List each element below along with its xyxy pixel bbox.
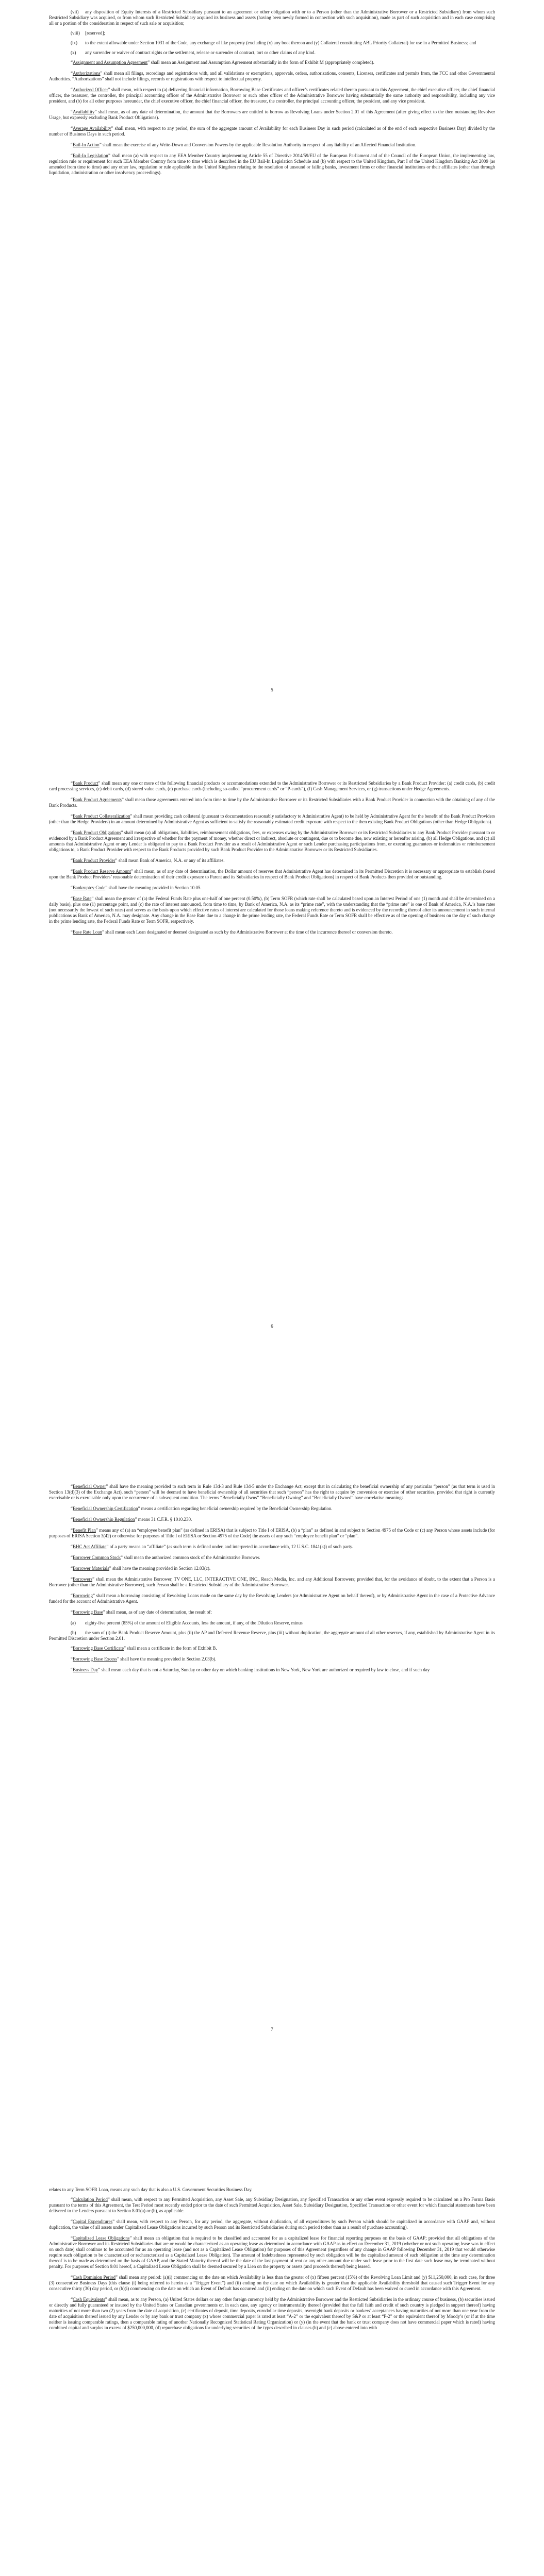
list-item: (vii) any disposition of Equity Interests of a Restricted Subsidiary pursuant to an agreement or other obligation with or to a Person (other than the Administrative Borrower or a Restricted Subsidiary) from whom such Restricted Subsidiary was acquired, or from whom such Restricted Subsidiary acquired its business and assets (having been newly formed in connection with such acquisition), made as part of such acquisition and in each case comprising all or a portion of the consideration in respect of such sale or acquisition; <box>49 9 495 26</box>
list-item: (viii) [reserved]; <box>71 30 105 36</box>
defined-term: Authorized Officer <box>73 87 108 92</box>
defined-term: Bankruptcy Code <box>73 885 106 890</box>
definition: “Average Availability” shall mean, with respect to any period, the sum of the aggregate amount of Availability for each Business Day in such period (calculated as of the end of each respective Business Day) divided by the number of Business Days in such period. <box>49 126 495 137</box>
list-item: (x) any surrender or waiver of contract rights or the settlement, release or surrender of contract, tort or other claims of any kind. <box>71 50 316 55</box>
defined-term: Borrowers <box>73 1577 92 1582</box>
defined-term: Bank Product Agreements <box>73 797 122 802</box>
definition: “Borrower Materials” shall have the meaning provided in Section 12.03(c). <box>71 1566 211 1571</box>
definition: “Calculation Period” shall mean, with respect to any Permitted Acquisition, any Asset Sale, any Subsidiary Designation, any Specified Transaction or any other event expressly required to be calculated on a Pro Forma Basis pursuant to the terms of this Agreement, the Test Period most recently ended prior to the date of such Permitted Acquisition, Asset Sale, Subsidiary Designation, Specified Transaction or other event for which financial statements have been delivered to the Lenders pursuant to Section 8.01(a) or (b), as applicable. <box>49 2197 495 2213</box>
defined-term: Borrower Materials <box>73 1566 109 1571</box>
definition: “Borrowing Base Certificate” shall mean a certificate in the form of Exhibit B. <box>71 1646 217 1651</box>
defined-term: Assignment and Assumption Agreement <box>73 60 148 65</box>
definition: “Borrowing Base Excess” shall have the meaning provided in Section 2.03(b). <box>71 1656 217 1662</box>
defined-term: Authorizations <box>73 71 101 76</box>
defined-term: Bank Product Collateralization <box>73 814 130 819</box>
defined-term: Borrowing Base Certificate <box>73 1646 124 1651</box>
list-item: (b) the sum of (i) the Bank Product Reserve Amount, plus (ii) the AP and Deferred Revenue Reserve, plus (iii) without duplication, the aggregate amount of all other reserves, if any, established by Administrative Agent in its Permitted Discretion under Section 2.01. <box>49 1630 495 1641</box>
definition: “Bail-In Action” shall mean the exercise of any Write-Down and Conversion Powers by the applicable Resolution Authority in respect of any liability of an Affected Financial Institution. <box>71 142 417 147</box>
defined-term: Capital Expenditures <box>73 2219 113 2224</box>
definition: “Bank Product Provider” shall mean Bank of America, N.A. or any of its affiliates. <box>71 858 225 863</box>
definition: “Base Rate” shall mean the greater of (a) the Federal Funds Rate plus one-half of one percent (0.50%), (b) Term SOFR (which rate shall be calculated based upon an Interest Period of one (1) month and shall be determined on a daily basis), plus one (1) percentage point, and (c) the rate of interest announced, from time to time, by Bank of America, N.A. as its “prime rate”, with the understanding that the “prime rate” is one of Bank of America, N.A.’s base rates (not necessarily the lowest of such rates) and serves as the basis upon which effective rates of interest are calculated for those loans making reference thereto and is evidenced by the recording thereof after its announcement in such internal publications as Bank of America, N.A. may designate. Any change in the Base Rate due to a change in the prime lending rate, the Federal Funds Rate or Term SOFR shall be effective as of the opening of business on the day of such change in the prime lending rate, the Federal Funds Rate or Term SOFR, respectively. <box>49 896 495 924</box>
page-8 <box>0 2110 544 2576</box>
definition: “Borrowing” shall mean a borrowing consisting of Revolving Loans made on the same day by the Revolving Lenders (or Administrative Agent on behalf thereof), or by Administrative Agent in the case of a Protective Advance funded for the account of Administrative Agent. <box>49 1593 496 1604</box>
list-item: (a) eighty-five percent (85%) of the amount of Eligible Accounts, less the amount, if any, of the Dilution Reserve, minus <box>71 1620 303 1625</box>
definition: “Assignment and Assumption Agreement” shall mean an Assignment and Assumption Agreement substantially in the form of Exhibit M (appropriately completed). <box>71 60 374 65</box>
page-7 <box>0 1406 544 2110</box>
page-number: 5 <box>271 687 273 692</box>
defined-term: Bail-In Legislation <box>73 153 108 158</box>
defined-term: Bank Product Reserve Amount <box>73 869 131 874</box>
definition: “Bank Product” shall mean any one or more of the following financial products or accommodations extended to the Administrative Borrower or its Restricted Subsidiaries by a Bank Product Provider: (a) credit cards, (b) credit card processing services, (c) debit cards, (d) stored value cards, (e) purchase cards (including so-called “procurement cards” or “P-cards”), (f) Cash Management Services, or (g) transactions under Hedge Agreements. <box>49 781 496 791</box>
definition: “Bank Product Collateralization” shall mean providing cash collateral (pursuant to documentation reasonably satisfactory to Administrative Agent) to be held by Administrative Agent for the benefit of the Bank Product Providers (other than the Hedge Providers) in an amount determined by Administrative Agent as sufficient to satisfy the reasonably estimated credit exposure with respect to the then existing Bank Product Obligations (other than Hedge Obligations). <box>49 814 495 824</box>
defined-term: Average Availability <box>73 126 111 131</box>
defined-term: Beneficial Ownership Regulation <box>73 1517 135 1522</box>
defined-term: Capitalized Lease Obligations <box>73 2235 130 2241</box>
defined-term: Bank Product Obligations <box>73 830 121 835</box>
defined-term: Borrowing Base Excess <box>73 1656 117 1662</box>
definition: “Capital Expenditures” shall mean, with respect to any Person, for any period, the aggregate, without duplication, of all expenditures by such Person which should be capitalized in accordance with GAAP and, without duplication, the value of all assets under Capitalized Lease Obligations incurred by such Person and its Restricted Subsidiaries during such period (other than as a result of purchase accounting). <box>49 2219 496 2230</box>
defined-term: Business Day <box>73 1667 98 1672</box>
defined-term: BHC Act Affiliate <box>73 1544 107 1549</box>
page-5 <box>0 0 544 703</box>
defined-term: Base Rate Loan <box>73 929 102 935</box>
definition: “BHC Act Affiliate” of a party means an “affiliate” (as such term is defined under, and interpreted in accordance with, 12 U.S.C. 1841(k)) of such party. <box>71 1544 353 1549</box>
definition: “Bank Product Agreements” shall mean those agreements entered into from time to time by the Administrative Borrower or its Restricted Subsidiaries with a Bank Product Provider in connection with the obtaining of any of the Bank Products. <box>49 797 496 808</box>
defined-term: Cash Equivalents <box>73 2297 105 2302</box>
defined-term: Borrowing <box>73 1593 93 1598</box>
defined-term: Base Rate <box>73 896 92 901</box>
defined-term: Borrower Common Stock <box>73 1555 121 1560</box>
defined-term: Borrowing Base <box>73 1609 103 1615</box>
definition: “Authorized Officer” shall mean, with respect to (a) delivering financial information, Borrowing Base Certificates and officer’s certificates related thereto pursuant to this Agreement, the chief executive officer, the chief financial officer, the treasurer, the controller, the principal accounting officer of the Administrative Borrower or such other officer of the Administrative Borrower having substantially the same authority and responsibility, including any vice president, and (b) for all other purposes hereunder, the chief executive officer, the chief financial officer, the treasurer, the controller, the principal accounting officer, the president, and any vice president. <box>49 87 495 104</box>
defined-term: Beneficial Owner <box>73 1484 106 1489</box>
definition: “Borrowers” shall mean the Administrative Borrower, TV ONE, LLC, INTERACTIVE ONE, INC., Reach Media, Inc. and any Additional Borrowers; provided that, for the avoidance of doubt, to the extent that a Person is a Borrower (other than the Administrative Borrower), such Person shall be a Restricted Subsidiary of the Administrative Borrower. <box>49 1577 495 1587</box>
definition: “Bank Product Reserve Amount” shall mean, as of any date of determination, the Dollar amount of reserves that Administrative Agent has determined in its Permitted Discretion it is necessary or appropriate to establish (based upon the Bank Product Providers’ reasonable determination of their credit exposure to Parent and its Subsidiaries in respect of Bank Product Obligations) in respect of Bank Products then provided or outstanding. <box>49 869 495 879</box>
definition: “Base Rate Loan” shall mean each Loan designated or deemed designated as such by the Administrative Borrower at the time of the incurrence thereof or conversion thereto. <box>71 929 393 935</box>
list-item: (ix) to the extent allowable under Section 1031 of the Code, any exchange of like property (excluding (x) any boot thereon and (y) Collateral constituting ABL Priority Collateral) for use in a Permitted Business; and <box>71 40 476 45</box>
definition: “Bail-In Legislation” shall mean (a) with respect to any EEA Member Country implementing Article 55 of Directive 2014/59/EU of the European Parliament and of the Council of the European Union, the implementing law, regulation rule or requirement for such EEA Member Country from time to time which is described in the EU Bail-In Legislation Schedule and (b) with respect to the United Kingdom, Part I of the United Kingdom Banking Act 2009 (as amended from time to time) and any other law, regulation or rule applicable in the United Kingdom relating to the resolution of unsound or failing banks, investment firms or other financial institutions or their affiliates (other than through liquidation, administration or other insolvency proceedings). <box>49 153 496 175</box>
definition: “Bank Product Obligations” shall mean (a) all obligations, liabilities, reimbursement obligations, fees, or expenses owing by the Administrative Borrower or its Restricted Subsidiaries to any Bank Product Provider pursuant to or evidenced by a Bank Product Agreement and irrespective of whether for the payment of money, whether direct or indirect, absolute or contingent, due or to become due, now existing or hereafter arising, (b) all Hedge Obligations, and (c) all amounts that Administrative Agent or any Lender is obligated to pay to a Bank Product Provider as a result of Administrative Agent or such Lender purchasing participations from, or executing guarantees or indemnities or reimbursement obligations to, a Bank Product Provider with respect to the Bank Products provided by such Bank Product Provider to the Administrative Borrower or its Restricted Subsidiaries. <box>49 830 495 852</box>
definition: “Cash Dominion Period” shall mean any period: (a)(i) commencing on the date on which Availability is less than the greater of (x) fifteen percent (15%) of the Revolving Loan Limit and (y) $11,250,000, in each case, for three (3) consecutive Business Days (this clause (i) being referred to herein as a “Trigger Event”) and (ii) ending on the date on which Availability is greater than the applicable Availability threshold that caused such Trigger Event for any consecutive thirty (30) day period, or (b)(i) commencing on the date on which an Event of Default has occurred and (ii) ending on the date on which such Event of Default has been waived or cured in accordance with this Agreement. <box>49 2275 495 2291</box>
defined-term: Benefit Plan <box>73 1528 96 1533</box>
definition: “Borrower Common Stock” shall mean the authorized common stock of the Administrative Borrower. <box>71 1555 260 1560</box>
definition: “Business Day” shall mean each day that is not a Saturday, Sunday or other day on which banking institutions in New York, New York are authorized or required by law to close, and if such day <box>71 1667 430 1672</box>
definition: “Authorizations” shall mean all filings, recordings and registrations with, and all validations or exemptions, approvals, orders, authorizations, consents, Licenses, certificates and permits from, the FCC and other Governmental Authorities. “Authorizations” shall not include filings, records or registrations with respect to intellectual property. <box>49 71 496 81</box>
definition: “Beneficial Ownership Regulation” means 31 C.F.R. § 1010.230. <box>71 1517 192 1522</box>
defined-term: Beneficial Ownership Certification <box>73 1506 138 1511</box>
page-6 <box>0 703 544 1406</box>
definition: “Borrowing Base” shall mean, as of any date of determination, the result of: <box>71 1609 212 1615</box>
defined-term: Availability <box>73 109 95 114</box>
defined-term: Calculation Period <box>73 2197 108 2202</box>
page-number: 7 <box>271 2027 273 2032</box>
defined-term: Bank Product <box>73 781 98 786</box>
definition: “Beneficial Owner” shall have the meaning provided to such term in Rule 13d-3 and Rule 13d-5 under the Exchange Act; except that in calculating the beneficial ownership of any particular “person” (as that term is used in Section 13(d)(3) of the Exchange Act), such “person” will be deemed to have beneficial ownership of all securities that such “person” has the right to acquire by conversion or exercise of other securities, provided that right is currently exercisable or is exercisable only upon the occurrence of a subsequent condition. The terms “Beneficially Owns” “Beneficially Owning” and “Beneficially Owned” have correlative meanings. <box>49 1484 495 1500</box>
continued-text: relates to any Term SOFR Loan, means any such day that is also a U.S. Government Securities Business Day. <box>49 2187 253 2192</box>
defined-term: Cash Dominion Period <box>73 2275 116 2280</box>
definition: “Capitalized Lease Obligations” shall mean an obligation that is required to be classified and accounted for as a capitalized lease for financial reporting purposes on the basis of GAAP; provided that all obligations of the Administrative Borrower and its Restricted Subsidiaries that are or would be characterized as an operating lease as determined in accordance with GAAP as in effect on December 31, 2019 (whether or not such operating lease was in effect on such date) shall continue to be accounted for as an operating lease (and not as a Capitalized Lease Obligation) for purposes of this Agreement (regardless of any change in GAAP following December 31, 2019 that would otherwise require such obligation to be characterized or recharacterized as a Capitalized Lease Obligation). The amount of Indebtedness represented by such obligation will be the capitalized amount of such obligation at the time any determination thereof is to be made as determined on the basis of GAAP, and the Stated Maturity thereof will be the date of the last payment of rent or any other amount due under such lease prior to the first date such lease may be terminated without penalty. For purposes of Section 9.01 hereof, a Capitalized Lease Obligation shall be deemed secured by a Lien on the property or assets (and proceeds thereof) being leased. <box>49 2235 495 2269</box>
definition: “Cash Equivalents” shall mean, as to any Person, (a) United States dollars or any other foreign currency held by the Administrative Borrower and the Restricted Subsidiaries in the ordinary course of business, (b) securities issued or directly and fully guaranteed or insured by the United States or Canadian governments or, in each case, any agency or instrumentality thereof (provided that the full faith and credit of such country is pledged in support thereof) having maturities of not more than two (2) years from the date of acquisition, (c) certificates of deposit, time deposits, eurodollar time deposits, overnight bank deposits or bankers’ acceptances having maturities of not more than one year from the date of acquisition thereof issued by any Lender or by any bank or trust company (x) whose commercial paper is rated at least “A-2” or the equivalent thereof by S&P or at least “P-2” or the equivalent thereof by Moody’s (or if at the time neither is issuing comparable ratings, then a comparable rating of another Nationally Recognized Statistical Rating Organization) or (y) (in the event that the bank or trust company does not have commercial paper which is rated) having combined capital and surplus in excess of $250,000,000, (d) repurchase obligations for underlying securities of the types described in clauses (b) and (c) above entered into with <box>49 2297 496 2330</box>
defined-term: Bank Product Provider <box>73 858 116 863</box>
definition: “Beneficial Ownership Certification” means a certification regarding beneficial ownership required by the Beneficial Ownership Regulation. <box>71 1506 333 1511</box>
definition: “Benefit Plan” means any of (a) an “employee benefit plan” (as defined in ERISA) that is subject to Title I of ERISA, (b) a “plan” as defined in and subject to Section 4975 of the Code or (c) any Person whose assets include (for purposes of ERISA Section 3(42) or otherwise for purposes of Title I of ERISA or Section 4975 of the Code) the assets of any such “employee benefit plan” or “plan”. <box>49 1528 496 1538</box>
definition: “Availability” shall mean, as of any date of determination, the amount that the Borrowers are entitled to borrow as Revolving Loans under Section 2.01 of this Agreement (after giving effect to the then outstanding Revolver Usage, but expressly excluding Bank Product Obligations). <box>49 109 495 120</box>
defined-term: Bail-In Action <box>73 142 100 147</box>
definition: “Bankruptcy Code” shall have the meaning provided in Section 10.05. <box>71 885 202 890</box>
page-number: 6 <box>271 1324 273 1329</box>
